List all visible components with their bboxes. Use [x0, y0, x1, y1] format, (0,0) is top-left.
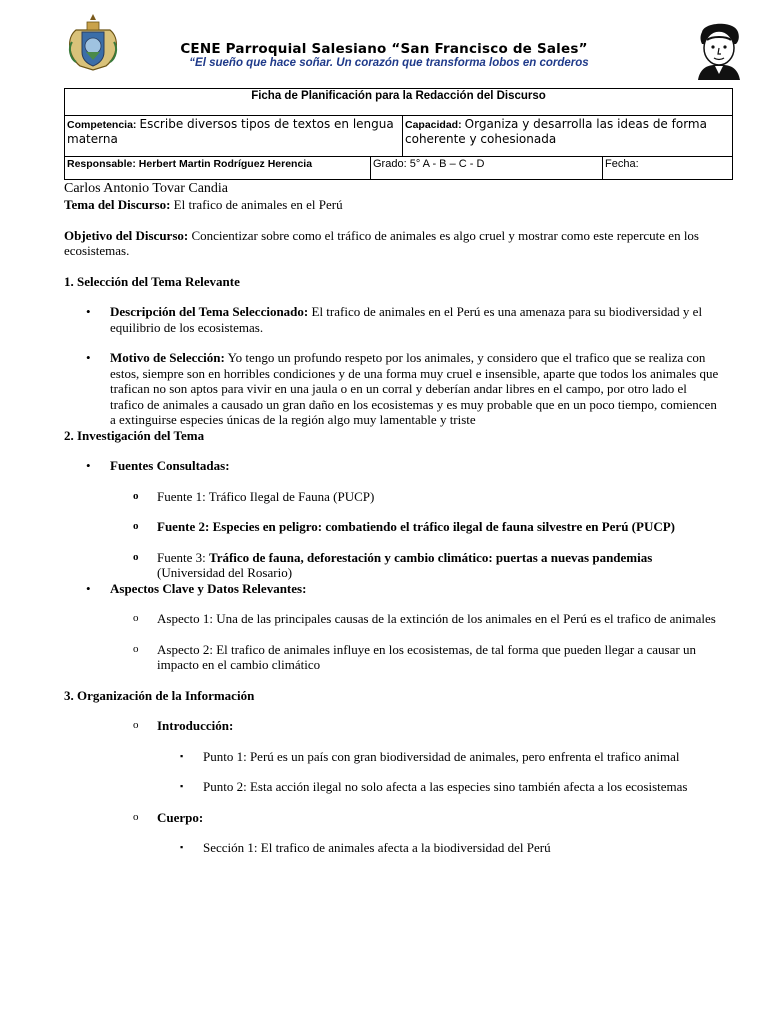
- fuente-3-prefix: Fuente 3:: [157, 549, 206, 565]
- grado-value: 5° A - B – C - D: [409, 158, 485, 170]
- tema-label: Tema del Discurso:: [64, 197, 171, 212]
- list-item: [64, 749, 720, 765]
- capacidad-cell: [403, 116, 733, 157]
- bullet-marker: •: [86, 350, 91, 365]
- fecha-label: Fecha:: [605, 158, 639, 170]
- objetivo-paragraph: [64, 228, 720, 259]
- list-item: [64, 304, 720, 335]
- punto-1: Punto 1: Perú es un país con gran biodiversidad de animales, pero enfrenta el trafico animal: [203, 748, 680, 764]
- circle-marker: o: [133, 719, 139, 731]
- circle-marker: o: [133, 642, 139, 655]
- list-item: [64, 718, 720, 734]
- list-item: [64, 581, 720, 597]
- competencia-cell: [65, 116, 403, 157]
- intro-label: Introducción:: [157, 718, 234, 733]
- fuente-3-title: Tráfico de fauna, deforestación y cambio climático: puertas a nuevas pandemias: [209, 549, 653, 565]
- competencia-value: Escribe diversos tipos de textos en lengua materna: [67, 117, 394, 146]
- descripcion-value: El trafico de animales en el Perú es una amenaza para su biodiversidad y el equilibrio de los ecosistemas.: [110, 304, 703, 335]
- list-item: [64, 519, 720, 535]
- circle-marker: o: [133, 612, 139, 624]
- student-name: Carlos Antonio Tovar Candia: [64, 181, 229, 196]
- school-slogan: “El sueño que hace soñar. Un corazón que transforma lobos en corderos: [189, 57, 589, 69]
- planning-sheet-table: [64, 88, 733, 180]
- list-item: [64, 489, 720, 505]
- aspectos-label: Aspectos Clave y Datos Relevantes:: [110, 580, 307, 596]
- punto-2: Punto 2: Esta acción ilegal no solo afecta a las especies sino también afecta a los ecosistemas: [203, 779, 688, 794]
- section-3-heading: 3. Organización de la Información: [64, 687, 255, 703]
- square-marker: ▪: [180, 842, 184, 852]
- motivo-label: Motivo de Selección:: [110, 350, 225, 365]
- document-body: [64, 181, 720, 856]
- circle-marker: o: [133, 520, 139, 532]
- section-2-list: [64, 458, 720, 673]
- aspecto-1: Aspecto 1: Una de las principales causas de la extinción de los animales en el Perú es el trafico de animales: [157, 611, 716, 626]
- cuerpo-label: Cuerpo:: [157, 809, 204, 825]
- section-3-list: [64, 718, 720, 856]
- seccion-1: Sección 1: El trafico de animales afecta a la biodiversidad del Perú: [203, 840, 551, 855]
- fuente-3-source: (Universidad del Rosario): [157, 565, 293, 580]
- grado-label: Grado:: [373, 158, 407, 170]
- capacidad-label: Capacidad:: [405, 119, 462, 131]
- list-item: [64, 550, 720, 581]
- descripcion-label: Descripción del Tema Seleccionado:: [110, 304, 309, 319]
- competencia-label: Competencia:: [67, 119, 137, 131]
- fuentes-label: Fuentes Consultadas:: [110, 458, 230, 473]
- list-item: [64, 458, 720, 474]
- circle-marker: o: [133, 810, 139, 823]
- list-item: [64, 840, 720, 856]
- list-item: [64, 350, 720, 428]
- fuente-2: Fuente 2: Especies en peligro: combatiendo el tráfico ilegal de fauna silvestre en Perú (PUCP): [157, 519, 675, 534]
- capacidad-value: Organiza y desarrolla las ideas de forma coherente y cohesionada: [405, 117, 707, 146]
- list-item: [64, 810, 720, 826]
- list-item: [64, 779, 720, 795]
- school-name: CENE Parroquial Salesiano “San Francisco de Sales”: [180, 41, 588, 57]
- fuente-1: Fuente 1: Tráfico Ilegal de Fauna (PUCP): [157, 488, 375, 504]
- section-2-heading: 2. Investigación del Tema: [64, 427, 205, 443]
- circle-marker: o: [133, 550, 139, 563]
- bullet-marker: •: [86, 458, 91, 473]
- bullet-marker: •: [86, 304, 91, 319]
- tema-line: [64, 197, 720, 213]
- tema-value: El trafico de animales en el Perú: [173, 197, 343, 212]
- motivo-value: Yo tengo un profundo respeto por los animales, y considero que el trafico que se realiza con estos, siempre son en horribles condiciones y de una forma muy cruel e insensible, aparte que todos los animales que trafican no son aptos para vivir en una jaula o en un corral y deberían andar libres en el campo, por otro lado el trafico de animales a causado un gran daño en los ecosistemas y es muy probable que en un poco tiempo, comiencen a extinguirse especies únicas de la región algo muy lamentable y triste: [110, 350, 719, 427]
- section-1-list: [64, 304, 720, 428]
- responsable-text: Responsable: Herbert Martin Rodríguez Herencia: [67, 158, 313, 170]
- aspecto-2: Aspecto 2: El trafico de animales influye en los ecosistemas, de tal forma que pueden llegar a causar un impacto en el cambio climático: [157, 641, 696, 672]
- square-marker: ▪: [180, 750, 184, 761]
- responsable-cell: [65, 157, 371, 180]
- objetivo-label: Objetivo del Discurso:: [64, 227, 189, 243]
- section-1-heading: 1. Selección del Tema Relevante: [64, 273, 240, 289]
- circle-marker: o: [133, 489, 139, 502]
- list-item: [64, 611, 720, 627]
- bullet-marker: •: [86, 580, 91, 596]
- grado-cell: [371, 157, 603, 180]
- don-bosco-portrait-icon: [694, 18, 744, 80]
- objetivo-value: Concientizar sobre como el tráfico de animales es algo cruel y mostrar como este repercute en los ecosistemas.: [64, 227, 699, 258]
- square-marker: ▪: [180, 781, 184, 791]
- fecha-cell: [603, 157, 733, 180]
- sheet-title: Ficha de Planificación para la Redacción del Discurso: [65, 89, 733, 116]
- list-item: [64, 642, 720, 673]
